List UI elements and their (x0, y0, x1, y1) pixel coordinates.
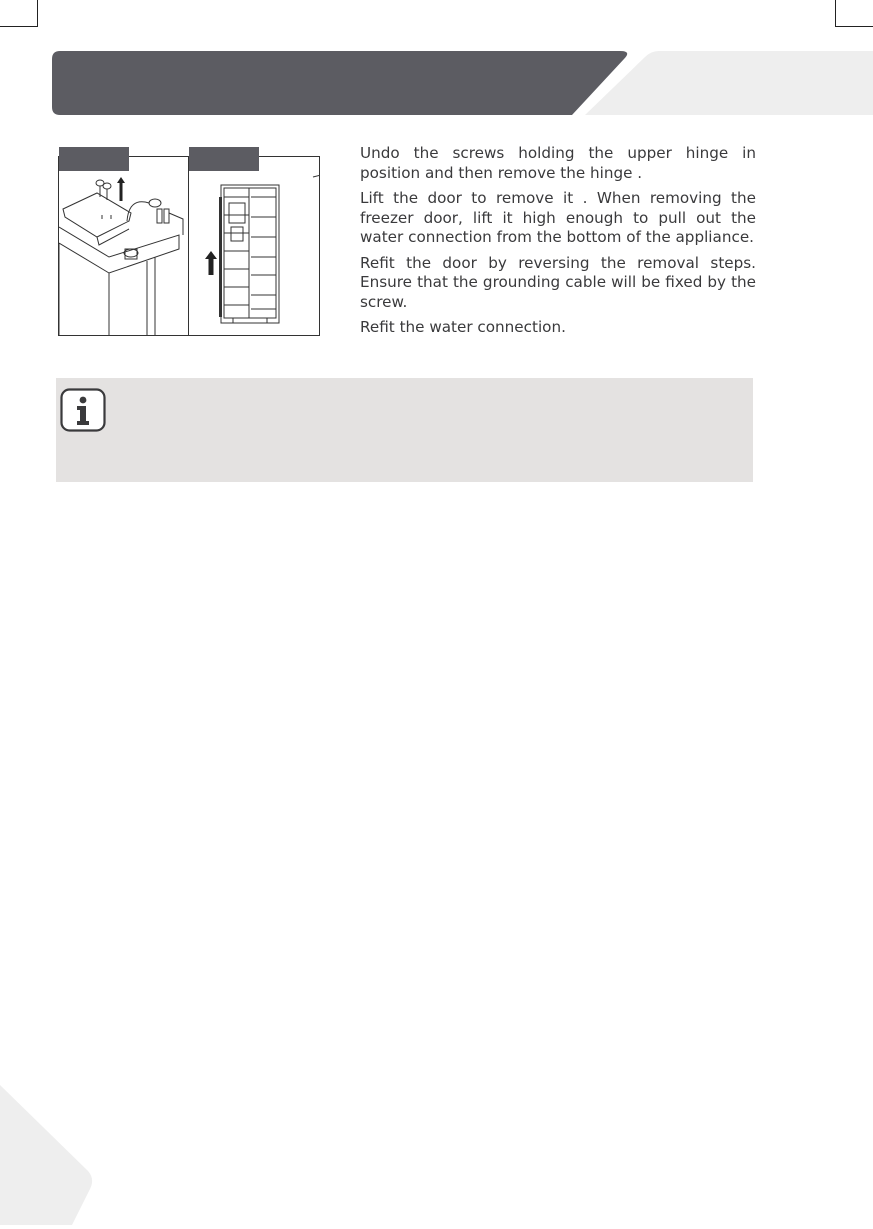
door-lift-illustration (189, 157, 319, 335)
info-icon (60, 388, 106, 432)
page-corner-decoration (0, 1085, 95, 1225)
instruction-text-block (360, 144, 756, 344)
info-note-box (56, 378, 753, 482)
section-header-band (52, 51, 632, 115)
crop-mark-top-right-horizontal (835, 26, 873, 27)
crop-mark-top-right-vertical (835, 0, 836, 26)
instruction-step-2: Lift the door to remove it . When removing the freezer door, lift it high enough to pull out the water connection from the bottom of the appliance. (360, 189, 756, 246)
section-header-tab (585, 51, 873, 115)
instruction-step-4: Refit the water connection. (360, 318, 566, 336)
crop-mark-top-left-horizontal (0, 26, 38, 27)
hinge-removal-figure (58, 156, 320, 336)
instruction-step-1: Undo the screws holding the upper hinge in position and then remove the hinge . (360, 144, 756, 182)
crop-mark-top-left-vertical (37, 0, 38, 26)
hinge-screws-illustration (59, 157, 188, 335)
instruction-step-3: Refit the door by reversing the removal steps. Ensure that the grounding cable will be fixed by the screw. (360, 253, 756, 311)
